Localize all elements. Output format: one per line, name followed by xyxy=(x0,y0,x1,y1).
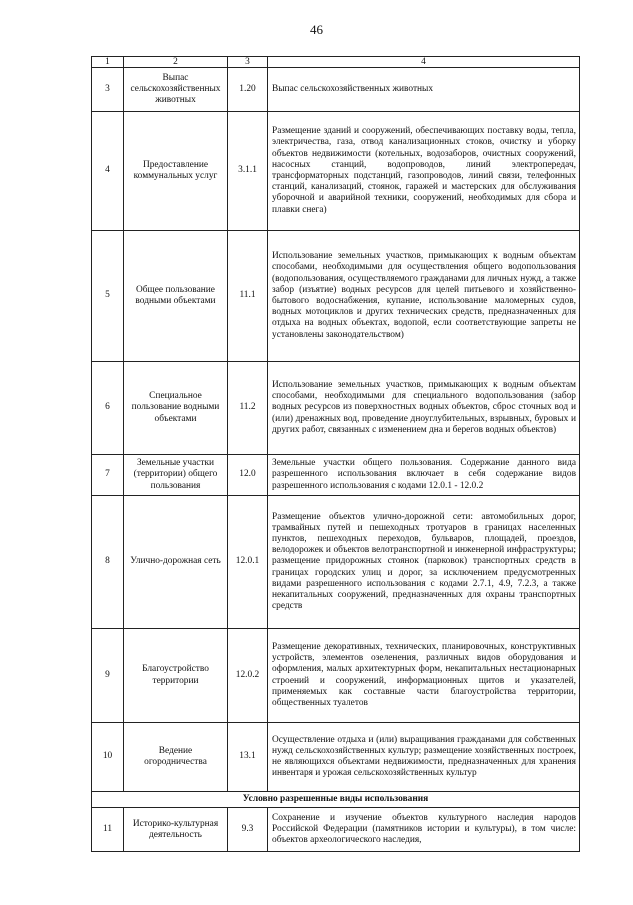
table-row xyxy=(92,362,580,455)
table-row xyxy=(92,231,580,362)
land-use-table xyxy=(91,56,580,852)
use-description: Размещение зданий и сооружений, обеспечивающих поставку воды, тепла, электричества, газа, отвод канализационных стоков, очистку и уборку объектов недвижимости (котельных, водозаборов, очистных сооружений, насосных станций, водопроводов, линий электропередач, трансформаторных подстанций, газопроводов, линий связи, телефонных станций, канализаций, стоянок, гаражей и мастерских для обслуживания уборочной и аварийной техники, сооружений, необходимых для сбора и плавки снега) xyxy=(268,112,580,231)
use-code: 12.0.1 xyxy=(228,496,268,629)
table-row xyxy=(92,808,580,852)
row-number: 11 xyxy=(92,808,124,852)
use-description: Осуществление отдыха и (или) выращивания гражданами для собственных нужд сельскохозяйственных культур; размещение хозяйственных построек, не являющихся объектами недвижимости, предназначенных для хранения инвентаря и урожая сельскохозяйственных культур xyxy=(268,723,580,792)
use-name: Улично-дорожная сеть xyxy=(124,496,228,629)
use-code: 12.0.2 xyxy=(228,629,268,723)
section-title: Условно разрешенные виды использования xyxy=(92,792,580,808)
use-description: Земельные участки общего пользования. Содержание данного вида разрешенного использования включает в себя содержание видов разрешенного использования с кодами 12.0.1 - 12.0.2 xyxy=(268,455,580,496)
use-code: 11.2 xyxy=(228,362,268,455)
use-code: 3.1.1 xyxy=(228,112,268,231)
use-name: Общее пользование водными объектами xyxy=(124,231,228,362)
use-code: 9.3 xyxy=(228,808,268,852)
table-row xyxy=(92,68,580,112)
row-number: 6 xyxy=(92,362,124,455)
row-number: 9 xyxy=(92,629,124,723)
use-code: 13.1 xyxy=(228,723,268,792)
row-number: 5 xyxy=(92,231,124,362)
use-name: Специальное пользование водными объектами xyxy=(124,362,228,455)
table-row xyxy=(92,629,580,723)
table-row xyxy=(92,723,580,792)
row-number: 8 xyxy=(92,496,124,629)
use-name: Предоставление коммунальных услуг xyxy=(124,112,228,231)
header-col-2: 2 xyxy=(124,57,228,68)
use-code: 12.0 xyxy=(228,455,268,496)
row-number: 3 xyxy=(92,68,124,112)
row-number: 7 xyxy=(92,455,124,496)
use-description: Сохранение и изучение объектов культурного наследия народов Российской Федерации (памятников истории и культуры), в том числе: объектов археологического наследия, xyxy=(268,808,580,852)
use-name: Ведение огородничества xyxy=(124,723,228,792)
table-header-row xyxy=(92,57,580,68)
table-row xyxy=(92,455,580,496)
use-description: Использование земельных участков, примыкающих к водным объектам способами, необходимыми для осуществления общего водопользования (водопользования, осуществляемого гражданами для личных нужд, а также забор (изъятие) водных ресурсов для целей питьевого и хозяйственно-бытового водоснабжения, купание, использование маломерных судов, водных мотоциклов и других технических средств, предназначенных для отдыха на водных объектах, водопой, если соответствующие запреты не установлены законодательством) xyxy=(268,231,580,362)
use-name: Выпас сельскохозяйственных животных xyxy=(124,68,228,112)
use-name: Благоустройство территории xyxy=(124,629,228,723)
use-description: Размещение объектов улично-дорожной сети: автомобильных дорог, трамвайных путей и пешеходных тротуаров в границах населенных пунктов, пешеходных переходов, бульваров, площадей, проездов, велодорожек и объектов велотранспортной и инженерной инфраструктуры; размещение придорожных стоянок (парковок) транспортных средств в границах городских улиц и дорог, за исключением предусмотренных видами разрешенного использования с кодами 2.7.1, 4.9, 7.2.3, а также некапитальных сооружений, предназначенных для охраны транспортных средств xyxy=(268,496,580,629)
row-number: 4 xyxy=(92,112,124,231)
header-col-4: 4 xyxy=(268,57,580,68)
use-name: Историко-культурная деятельность xyxy=(124,808,228,852)
header-col-1: 1 xyxy=(92,57,124,68)
page-number: 46 xyxy=(310,22,323,37)
table-row xyxy=(92,496,580,629)
use-description: Выпас сельскохозяйственных животных xyxy=(268,68,580,112)
table-row xyxy=(92,112,580,231)
use-description: Использование земельных участков, примыкающих к водным объектам способами, необходимыми для специального водопользования (забор водных ресурсов из поверхностных водных объектов, сброс сточных вод и (или) дренажных вод, проведение дноуглубительных, взрывных, буровых и других работ, связанных с изменением дна и берегов водных объектов) xyxy=(268,362,580,455)
section-header-row xyxy=(92,792,580,808)
use-description: Размещение декоративных, технических, планировочных, конструктивных устройств, элементов озеленения, различных видов оборудования и оформления, малых архитектурных форм, некапитальных нестационарных строений и сооружений, информационных щитов и указателей, применяемых как составные части благоустройства территории, общественных туалетов xyxy=(268,629,580,723)
use-name: Земельные участки (территории) общего пользования xyxy=(124,455,228,496)
use-code: 11.1 xyxy=(228,231,268,362)
row-number: 10 xyxy=(92,723,124,792)
header-col-3: 3 xyxy=(228,57,268,68)
use-code: 1.20 xyxy=(228,68,268,112)
